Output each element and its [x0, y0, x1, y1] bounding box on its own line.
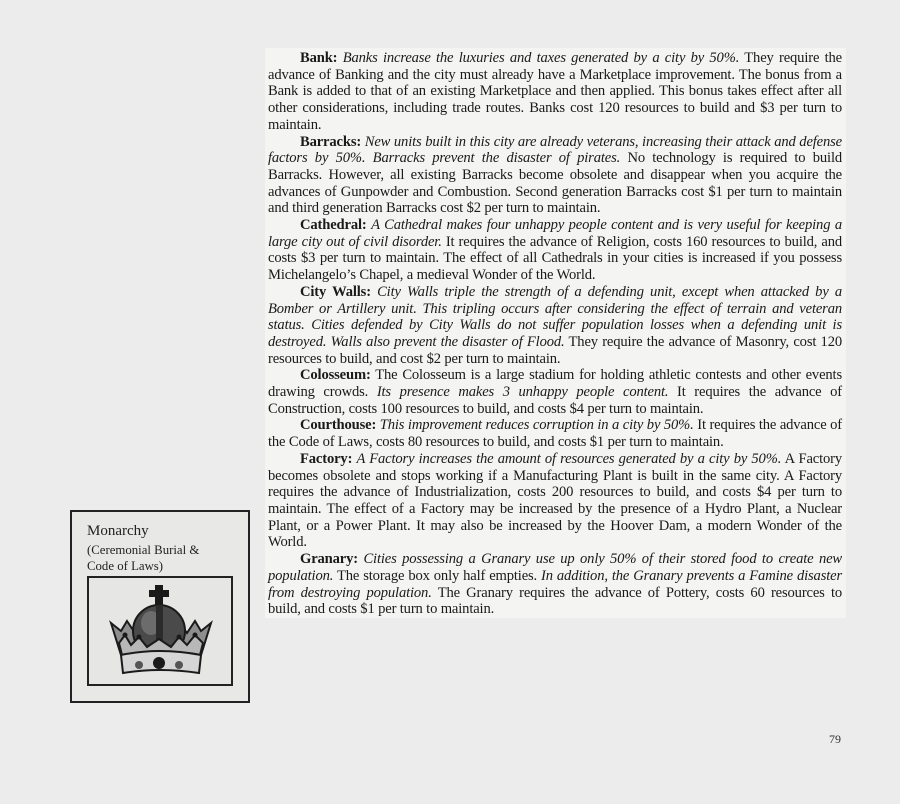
entry-italic: Banks increase the luxuries and taxes generated by a city by 50%. [342, 50, 740, 66]
crown-icon [101, 583, 221, 679]
entry-name: Barracks: [300, 133, 362, 150]
entry-text: They require the advance of Masonry, cost 120 resources to build, and cost $2 per turn to maintain. [268, 333, 842, 367]
improvements-text-block [265, 48, 846, 618]
entry-text: It requires the advance of the Code of Laws, costs 80 resources to build, and costs $1 per turn to maintain. [268, 417, 843, 451]
page-number: 79 [829, 732, 841, 746]
entry-text: A Factory becomes obsolete and stops working if a Manufacturing Plant is built in the same city. A Factory requires the advance of Industrialization, costs 200 resources to build, and costs $4 per turn to maintain. The effect of a Factory may be increased by the presence of a Hydro Plant, a Nuclear Plant, or a Power Plant. It may also be increased by the Hoover Dam, a modern Wonder of the World. [268, 450, 843, 551]
entry-text: It requires the advance of Construction, costs 100 resources to build, and costs $4 per turn to maintain. [268, 384, 842, 417]
entry-italic: City Walls triple the strength of a defending unit, except when attacked by a Bomber or Artillery unit. This tripling occurs after considering the effect of terrain and veteran status. Cities defended by City Walls do not suffer population losses when a defending unit is destroyed. Walls also prevent the disaster of Flood. [268, 283, 842, 350]
entry-italic: A Factory increases the amount of resources generated by a city by 50%. [356, 450, 782, 467]
sidebar-subtitle-line-2: Code of Laws) [87, 558, 164, 573]
entry-city-walls [268, 284, 842, 368]
entry-italic: New units built in this city are already veterans, increasing their attack and defense factors by 50%. Barracks prevent the disaster of pirates. [268, 133, 843, 167]
entry-name: Bank: [300, 50, 338, 66]
entry-barracks [268, 134, 842, 218]
monarchy-sidebar [70, 510, 250, 703]
entry-bank [268, 50, 842, 134]
sidebar-subtitle-line-1: (Ceremonial Burial & [87, 543, 200, 557]
entry-name: Courthouse: [300, 417, 377, 434]
entry-text: They require the advance of Banking and the city must already have a Marketplace improvement. The bonus from a Bank is added to that of an existing Marketplace and then applied. This bonus takes effect after all other considerations, including trade routes. Banks cost 120 resources to build and $3 per turn to maintain. [268, 50, 842, 133]
entry-granary [268, 551, 842, 618]
entry-italic: Cities possessing a Granary use up only 50% of their stored food to create new population. [268, 551, 842, 584]
entry-courthouse [268, 417, 842, 450]
entry-italic: Its presence makes 3 unhappy people content. [376, 384, 669, 401]
entry-italic: This improvement reduces corruption in a city by 50%. [379, 417, 694, 434]
entry-text-middle: The storage box only half empties. [337, 567, 538, 584]
entry-name: Colosseum: [300, 367, 371, 384]
entry-cathedral [268, 217, 842, 284]
entry-name: Cathedral: [300, 217, 367, 234]
entry-text: It requires the advance of Religion, costs 160 resources to build, and costs $3 per turn to maintain. The effect of all Cathedrals in your cities is increased if you possess Michelangelo’s Chapel, a medieval Wonder of the World. [268, 233, 842, 284]
sidebar-title: Monarchy [87, 523, 149, 539]
entry-colosseum [268, 367, 842, 417]
entry-text: The Granary requires the advance of Pottery, costs 60 resources to build, and costs $1 per turn to maintain. [268, 584, 842, 618]
entry-italic-2: In addition, the Granary prevents a Famine disaster from destroying population. [268, 567, 842, 601]
entry-name: City Walls: [300, 283, 371, 300]
entry-factory [268, 451, 842, 551]
crown-image-frame [87, 576, 233, 686]
entry-name: Factory: [300, 450, 353, 467]
entry-text-before: The Colosseum is a large stadium for holding athletic contests and other events drawing crowds. [268, 367, 842, 401]
sidebar-subtitle [87, 543, 199, 574]
entry-italic: A Cathedral makes four unhappy people content and is very useful for keeping a large city out of civil disorder. [268, 217, 843, 250]
entry-name: Granary: [300, 551, 358, 568]
entry-text: No technology is required to build Barracks. However, all existing Barracks become obsolete and disappear when you acquire the advances of Gunpowder and Combustion. Second generation Barracks cost $1 per turn to maintain and third generation Barracks cost $2 per turn to maintain. [268, 150, 843, 217]
